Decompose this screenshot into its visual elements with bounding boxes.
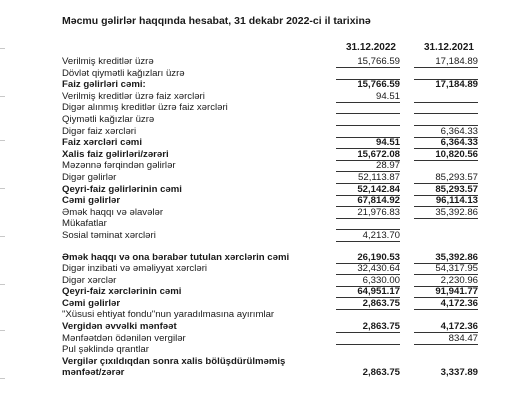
table-row xyxy=(62,230,482,242)
row-label: Verilmiş kreditlər üzrə faiz xərcləri xyxy=(62,90,205,102)
left-margin-marks xyxy=(0,0,8,405)
value-2022 xyxy=(336,114,400,126)
table-row xyxy=(62,102,482,114)
value-2021: 4,172.36 xyxy=(414,298,478,310)
value-2022: 2,863.75 xyxy=(362,367,400,379)
row-label: Qeyri-faiz gəlirlərinin cəmi xyxy=(62,183,182,195)
table-row xyxy=(62,126,482,138)
table-row xyxy=(62,344,482,356)
value-2021: 6,364.33 xyxy=(414,137,478,149)
row-label: Digər alınmış kreditlər üzrə faiz xərcləri xyxy=(62,102,228,114)
row-label: Əmək haqqı və ona bərabər tutulan xərclərin cəmi xyxy=(62,251,290,263)
row-label: Pul şəklində qrantlar xyxy=(62,344,149,356)
value-2022: 52,113.87 xyxy=(336,172,400,184)
row-label: Cəmi gəlirlər xyxy=(62,297,121,309)
table-row xyxy=(62,160,482,172)
value-2021 xyxy=(414,230,478,241)
value-2021: 85,293.57 xyxy=(414,184,478,196)
value-2021: 17,184.89 xyxy=(435,79,478,91)
value-2021 xyxy=(414,344,478,355)
value-2022: 6,330.00 xyxy=(336,275,400,287)
table-row xyxy=(62,263,482,275)
value-2021: 35,392.86 xyxy=(414,252,478,264)
table-row xyxy=(62,172,482,184)
row-label: Faiz xərcləri cəmi xyxy=(62,137,142,149)
row-label: Məzənnə fərqindən gəlirlər xyxy=(62,160,176,172)
value-2021 xyxy=(414,91,478,103)
report-title: Məcmu gəlirlər haqqında hesabat, 31 dekabr 2022-ci il tarixinə xyxy=(62,15,371,27)
value-2022 xyxy=(336,309,400,320)
table-row xyxy=(62,68,482,80)
row-label: Vergilər çıxıldıqdan sonra xalis bölüşdürülməmiş mənfəət/zərər xyxy=(62,355,286,379)
row-label: Digər gəlirlər xyxy=(62,171,117,183)
value-2022: 32,430.64 xyxy=(336,263,400,275)
column-header-2021: 31.12.2021 xyxy=(423,42,474,53)
value-2022 xyxy=(336,333,400,345)
row-label: Verilmiş kreditlər üzrə xyxy=(62,56,154,67)
row-label: Mənfəətdən ödənilən vergilər xyxy=(62,332,186,344)
table-row xyxy=(62,309,482,321)
value-2022: 94.51 xyxy=(336,137,400,149)
table-row xyxy=(62,207,482,219)
value-2022: 67,814.92 xyxy=(336,195,400,207)
value-2021: 834.47 xyxy=(414,333,478,345)
value-2022: 4,213.70 xyxy=(336,230,400,242)
value-2021: 2,230.96 xyxy=(414,275,478,287)
value-2021: 85,293.57 xyxy=(414,172,478,184)
value-2021 xyxy=(414,68,478,80)
value-2022: 28.97 xyxy=(336,160,400,172)
row-label: Mükafatlar xyxy=(62,218,107,230)
row-label: Dövlət qiymətli kağızları üzrə xyxy=(62,67,185,79)
value-2022 xyxy=(336,344,400,355)
table-row xyxy=(62,91,482,103)
row-label: Qiymətli kağızlar üzrə xyxy=(62,113,155,125)
value-2021: 17,184.89 xyxy=(414,56,478,68)
table-row xyxy=(62,137,482,149)
column-header-2022: 31.12.2022 xyxy=(345,42,396,53)
row-label: Xalis faiz gəlirləri/zərəri xyxy=(62,148,169,160)
table-row xyxy=(62,184,482,196)
value-2022 xyxy=(336,68,400,80)
table-row xyxy=(62,79,482,91)
table-row xyxy=(62,114,482,126)
value-2022: 21,976.83 xyxy=(336,207,400,219)
value-2021: 4,172.36 xyxy=(414,321,478,333)
table-row xyxy=(62,275,482,287)
row-label: Digər faiz xərcləri xyxy=(62,125,137,137)
value-2021: 96,114.13 xyxy=(414,195,478,207)
value-2021 xyxy=(414,309,478,320)
value-2021: 3,337.89 xyxy=(440,367,478,379)
row-label: "Xüsusi ehtiyat fondu"nun yaradılmasına ayırımlar xyxy=(62,309,275,321)
value-2021 xyxy=(414,102,478,114)
table-row xyxy=(62,56,482,68)
row-label: Qeyri-faiz xərclərinin cəmi xyxy=(62,286,182,298)
table-row xyxy=(62,286,482,298)
table-row xyxy=(62,298,482,310)
row-label: Cəmi gəlirlər xyxy=(62,195,121,207)
value-2021 xyxy=(414,114,478,126)
table-row xyxy=(62,333,482,345)
table-row xyxy=(62,149,482,161)
row-label: Faiz gəlirləri cəmi: xyxy=(62,79,146,91)
value-2022: 15,766.59 xyxy=(357,79,400,91)
value-2022: 64,951.17 xyxy=(336,286,400,298)
row-label: Sosial təminat xərcləri xyxy=(62,229,156,241)
value-2022: 2,863.75 xyxy=(336,298,400,310)
value-2021: 54,317.95 xyxy=(414,263,478,275)
value-2022: 52,142.84 xyxy=(336,184,400,196)
value-2022 xyxy=(336,102,400,114)
value-2022: 2,863.75 xyxy=(336,321,400,333)
statement-table xyxy=(62,56,482,379)
value-2021: 10,820.56 xyxy=(414,149,478,161)
table-row xyxy=(62,321,482,333)
value-2021 xyxy=(414,160,478,171)
row-label: Vergidən əvvəlki mənfəət xyxy=(62,321,177,333)
value-2022: 26,190.53 xyxy=(336,252,400,264)
table-row xyxy=(62,195,482,207)
value-2022 xyxy=(336,126,400,138)
table-row xyxy=(62,356,482,379)
value-2022: 15,766.59 xyxy=(336,56,400,68)
table-row xyxy=(62,252,482,264)
value-2021: 91,941.77 xyxy=(414,286,478,298)
table-row xyxy=(62,218,482,230)
value-2021 xyxy=(414,218,478,229)
row-label: Digər inzibati və əməliyyat xərcləri xyxy=(62,263,208,275)
value-2021: 35,392.86 xyxy=(414,207,478,219)
value-2022 xyxy=(336,218,400,230)
value-2022: 94.51 xyxy=(336,91,400,103)
row-label: Digər xərclər xyxy=(62,274,117,286)
value-2021: 6,364.33 xyxy=(414,126,478,138)
row-label: Əmək haqqı və əlavələr xyxy=(62,206,164,218)
value-2022: 15,672.08 xyxy=(336,149,400,161)
